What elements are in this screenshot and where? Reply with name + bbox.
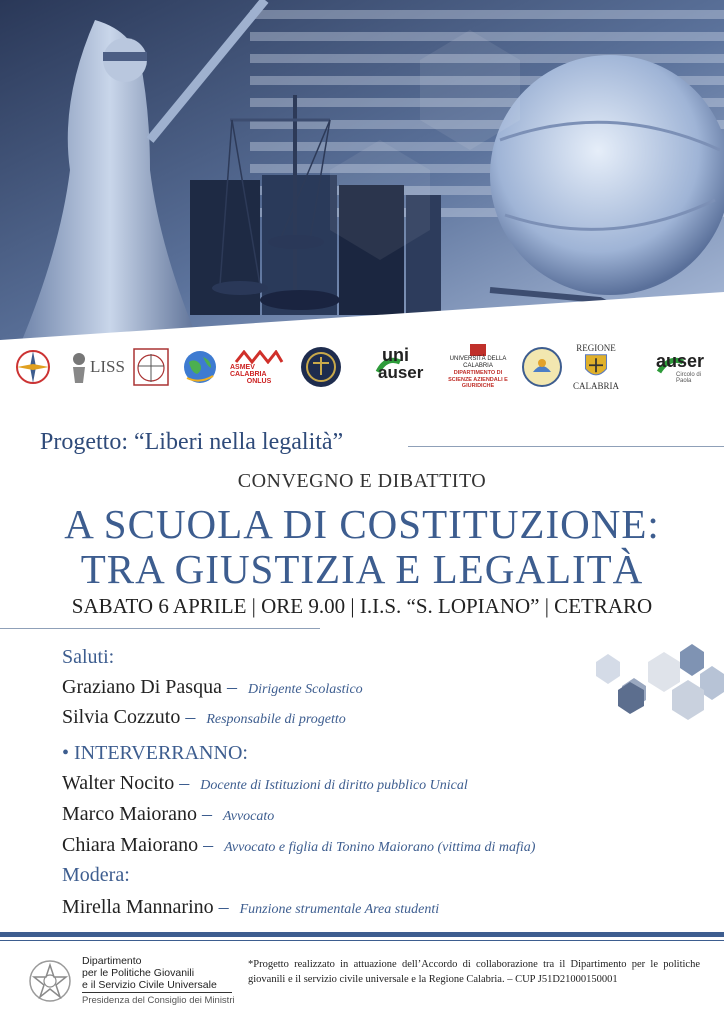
dept-line-4: Presidenza del Consiglio dei Ministri [82,995,235,1006]
logo-impegno-comune [520,343,564,391]
footer-note: *Progetto realizzato in attuazione dell’Accordo di collaborazione tra il Dipartimento per le politiche giovanili e il servizio civile universale e la Regione Calabria. – CUP J51D21000150001 [248,959,700,985]
section-saluti-heading: Saluti: [62,646,115,668]
dash: – [179,772,190,794]
divider-line [0,628,320,629]
logo-regione-calabria: REGIONE CALABRIA [572,343,619,391]
event-details: SABATO 6 APRILE | ORE 9.00 | I.I.S. “S. LOPIANO” | CETRARO [71,594,653,618]
speaker-role: Dirigente Scolastico [247,682,363,697]
dash: – [226,676,237,698]
italian-republic-emblem [26,955,74,1012]
logo-liss: LISS [64,343,122,391]
dash: – [203,834,214,856]
speaker-name: Silvia Cozzuto [62,706,181,728]
hero-image [0,0,724,345]
main-title-line-2: TRA GIUSTIZIA E LEGALITÀ [80,546,644,592]
logo-ordine-avvocati [298,343,344,391]
speaker-row [62,834,535,857]
main-title-line-1: A SCUOLA DI COSTITUZIONE: [64,501,660,547]
department-block [82,955,235,1007]
speaker-role: Avvocato [222,809,275,824]
logo-compass [12,343,54,391]
dash: – [218,896,229,918]
dept-line-3: e il Servizio Civile Universale [82,979,217,991]
speaker-role: Funzione strumentale Area studenti [239,902,440,917]
project-name: Progetto: “Liberi nella legalità” [40,429,344,455]
footer-bar-thin [0,940,724,941]
speaker-row [62,706,346,729]
partner-logos-row [0,335,724,397]
logo-vitruvian [132,343,170,391]
speaker-name: Walter Nocito [62,772,175,794]
speaker-row [62,772,468,795]
speaker-row [62,896,439,919]
logo-unical: UNIVERSITÀ DELLA CALABRIA DIPARTIMENTO DI SCIENZE AZIENDALI E GIURIDICHE [440,343,516,391]
speaker-name: Mirella Mannarino [62,896,214,918]
speaker-role: Responsabile di progetto [206,712,346,727]
dept-line-1: Dipartimento [82,955,142,967]
speaker-name: Chiara Maiorano [62,834,199,856]
logo-auser: auser Circolo di Paola [656,351,705,384]
dept-line-2: per le Politiche Giovanili [82,967,195,979]
dash: – [185,706,196,728]
footer-bar [0,932,724,937]
speaker-role: Docente di Istituzioni di diritto pubblico Unical [200,778,468,793]
logo-uniauser: uni auser [378,345,424,382]
speaker-name: Marco Maiorano [62,803,197,825]
section-modera-heading: Modera: [62,864,130,886]
speaker-row [62,803,274,826]
divider-line [82,992,232,993]
speaker-row [62,676,363,699]
section-interverranno-heading: • INTERVERRANNO: [62,742,248,764]
logo-globe [180,343,220,391]
dash: – [201,803,212,825]
speaker-role: Avvocato e figlia di Tonino Maiorano (vittima di mafia) [224,840,536,855]
divider-line [408,446,724,447]
event-type: CONVEGNO E DIBATTITO [237,470,487,492]
speaker-name: Graziano Di Pasqua [62,676,222,698]
logo-asmev: ASMEV CALABRIA ONLUS [230,343,288,391]
hexagon-decoration [560,640,724,735]
